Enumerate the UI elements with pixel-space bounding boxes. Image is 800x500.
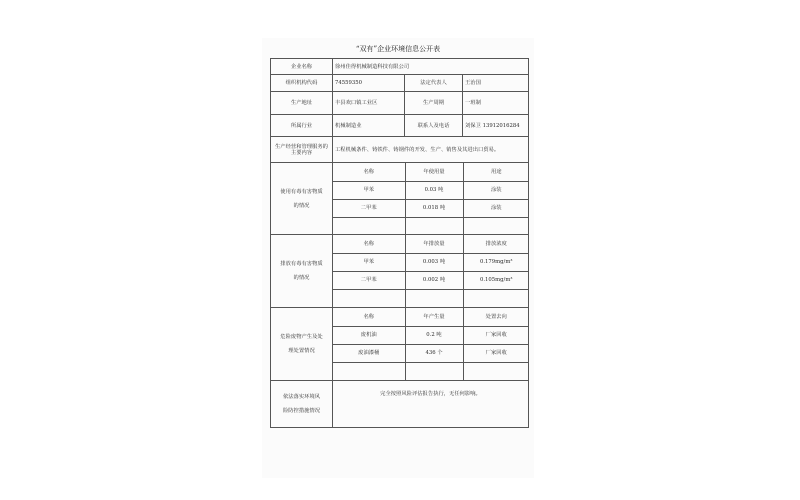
table-cell: 二甲苯 bbox=[333, 271, 405, 289]
toxic-emission-label-line: 排放有毒有害物质 bbox=[280, 261, 323, 267]
table-row bbox=[333, 199, 529, 217]
row-business bbox=[271, 137, 529, 163]
industry-label: 所属行业 bbox=[271, 115, 333, 137]
table-cell: 0.2 吨 bbox=[405, 326, 463, 344]
table-cell: 0.105mg/m³ bbox=[463, 271, 529, 289]
business-label: 生产经营和管理服务的主要内容 bbox=[271, 137, 333, 163]
document-title: “双有”企业环境信息公开表 bbox=[355, 45, 441, 53]
subtable-header bbox=[333, 163, 529, 181]
table-row-empty bbox=[333, 217, 529, 234]
row-hazardous-waste bbox=[271, 308, 529, 381]
legal-rep-label: 法定代表人 bbox=[405, 75, 463, 92]
table-cell: 涂装 bbox=[463, 199, 529, 217]
row-risk bbox=[271, 381, 529, 428]
hazardous-waste-subtable bbox=[333, 308, 529, 380]
hazardous-waste-label-line: 理处置情况 bbox=[288, 348, 315, 354]
table-cell: 厂家回收 bbox=[463, 326, 529, 344]
toxic-emission-subtable bbox=[333, 235, 529, 307]
table-cell: 0.002 吨 bbox=[405, 271, 463, 289]
hazardous-waste-label bbox=[271, 308, 333, 381]
company-name-value: 徐州佳得机械制造科技有限公司 bbox=[333, 59, 529, 75]
table-cell: 甲苯 bbox=[333, 181, 405, 199]
toxic-use-cell bbox=[333, 163, 529, 235]
toxic-use-label-line: 使用有毒有害物质 bbox=[280, 188, 323, 195]
company-name-label: 企业名称 bbox=[271, 59, 333, 75]
subtable-header bbox=[333, 308, 529, 326]
table-row-empty bbox=[333, 362, 529, 380]
contact-value: 刘保卫 13912016284 bbox=[463, 115, 529, 137]
header-cell: 名称 bbox=[333, 235, 405, 253]
table-row bbox=[333, 253, 529, 271]
header-cell: 名称 bbox=[333, 163, 405, 181]
toxic-emission-cell bbox=[333, 235, 529, 308]
table-row bbox=[333, 181, 529, 199]
table-cell: 废油漆桶 bbox=[333, 344, 405, 362]
toxic-use-subtable bbox=[333, 163, 529, 234]
header-cell: 排放浓度 bbox=[463, 235, 529, 253]
contact-label: 联系人及电话 bbox=[405, 115, 463, 137]
business-value: 工程机械条件、铸铁件、铸钢件的开发、生产、销售及其进出口贸易。 bbox=[333, 137, 529, 163]
legal-rep-value: 王治国 bbox=[463, 75, 529, 92]
header-cell: 用途 bbox=[463, 163, 529, 181]
org-code-label: 组织机构代码 bbox=[271, 75, 333, 92]
risk-label-line: 险防控措施情况 bbox=[282, 408, 321, 414]
address-label: 生产地址 bbox=[271, 92, 333, 115]
table-cell: 厂家回收 bbox=[463, 344, 529, 362]
header-cell: 年排放量 bbox=[405, 235, 463, 253]
cycle-value: 一班制 bbox=[463, 92, 529, 115]
toxic-use-label-line: 的情况 bbox=[293, 202, 310, 209]
header-cell: 处置去向 bbox=[463, 308, 529, 326]
row-address bbox=[271, 92, 529, 115]
hazardous-waste-cell bbox=[333, 308, 529, 381]
table-row bbox=[333, 344, 529, 362]
row-company-name bbox=[271, 59, 529, 75]
row-toxic-use bbox=[271, 163, 529, 235]
industry-value: 机械制造业 bbox=[333, 115, 405, 137]
org-code-value: 74559350 bbox=[333, 75, 405, 92]
table-cell: 0.003 吨 bbox=[405, 253, 463, 271]
table-cell: 436 个 bbox=[405, 344, 463, 362]
cycle-label: 生产周期 bbox=[405, 92, 463, 115]
table-cell: 甲苯 bbox=[333, 253, 405, 271]
risk-label bbox=[271, 381, 333, 428]
table-row-empty bbox=[333, 289, 529, 307]
risk-label-line: 依法落实环境风 bbox=[282, 394, 321, 400]
header-cell: 年使用量 bbox=[405, 163, 463, 181]
table-cell: 0.179mg/m³ bbox=[463, 253, 529, 271]
address-value: 丰县欢口镇工业区 bbox=[333, 92, 405, 115]
table-cell: 0.03 吨 bbox=[405, 181, 463, 199]
row-org-code bbox=[271, 75, 529, 92]
header-cell: 年产生量 bbox=[405, 308, 463, 326]
subtable-header bbox=[333, 235, 529, 253]
table-cell: 废机油 bbox=[333, 326, 405, 344]
table-cell: 涂装 bbox=[463, 181, 529, 199]
hazardous-waste-label-line: 危险废物产生及处 bbox=[280, 334, 323, 340]
row-toxic-emission bbox=[271, 235, 529, 308]
table-cell: 二甲苯 bbox=[333, 199, 405, 217]
toxic-use-label bbox=[271, 163, 333, 235]
toxic-emission-label-line: 的情况 bbox=[293, 275, 310, 281]
info-table bbox=[270, 58, 529, 428]
header-cell: 名称 bbox=[333, 308, 405, 326]
row-industry bbox=[271, 115, 529, 137]
table-row bbox=[333, 271, 529, 289]
table-cell: 0.018 吨 bbox=[405, 199, 463, 217]
risk-value: 完全按照风险评估报告执行，无任何影响。 bbox=[333, 381, 529, 428]
toxic-emission-label bbox=[271, 235, 333, 308]
table-row bbox=[333, 326, 529, 344]
